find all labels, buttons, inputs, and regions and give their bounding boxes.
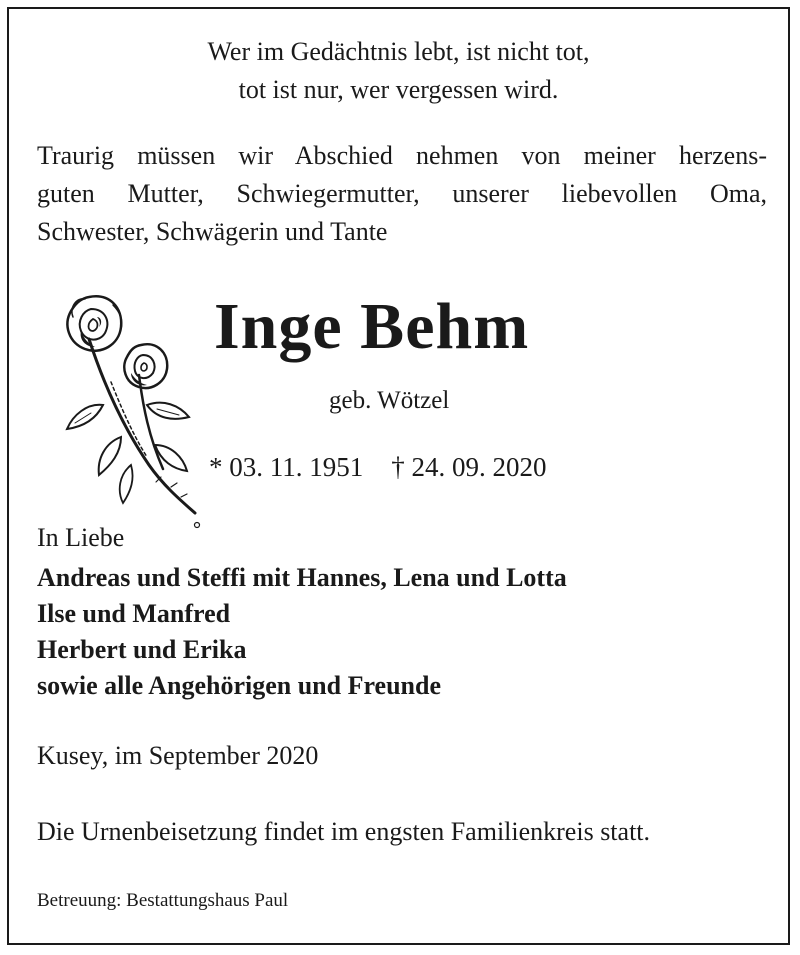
birth-date: * 03. 11. 1951 [209, 452, 364, 482]
intro-line-1: Traurig müssen wir Abschied nehmen von meiner herzens- [37, 141, 767, 170]
rose-icon [51, 287, 201, 532]
motto-line-1: Wer im Gedächtnis lebt, ist nicht tot, [207, 37, 590, 66]
intro-line-2: guten Mutter, Schwiegermutter, unserer liebevollen Oma, [37, 179, 767, 208]
death-date: † 24. 09. 2020 [391, 452, 547, 482]
obituary-notice [7, 7, 790, 945]
mourner-line: sowie alle Angehörigen und Freunde [37, 671, 442, 700]
in-love-label: In Liebe [37, 523, 125, 552]
intro-line-3: Schwester, Schwägerin und Tante [37, 217, 388, 246]
funeral-home-credit: Betreuung: Bestattungshaus Paul [37, 890, 289, 911]
birth-name: geb. Wötzel [329, 387, 450, 414]
motto-line-2: tot ist nur, wer vergessen wird. [238, 75, 559, 104]
life-dates [209, 452, 547, 483]
mourners-list [37, 560, 567, 704]
mourner-line: Herbert und Erika [37, 635, 247, 664]
mourner-line: Ilse und Manfred [37, 599, 231, 628]
deceased-name: Inge Behm [214, 290, 530, 363]
place-date: Kusey, im September 2020 [37, 741, 319, 770]
mourner-line: Andreas und Steffi mit Hannes, Lena und Lotta [37, 563, 567, 592]
intro-text [37, 137, 767, 251]
funeral-note: Die Urnenbeisetzung findet im engsten Familienkreis statt. [37, 817, 651, 846]
motto [9, 33, 788, 109]
